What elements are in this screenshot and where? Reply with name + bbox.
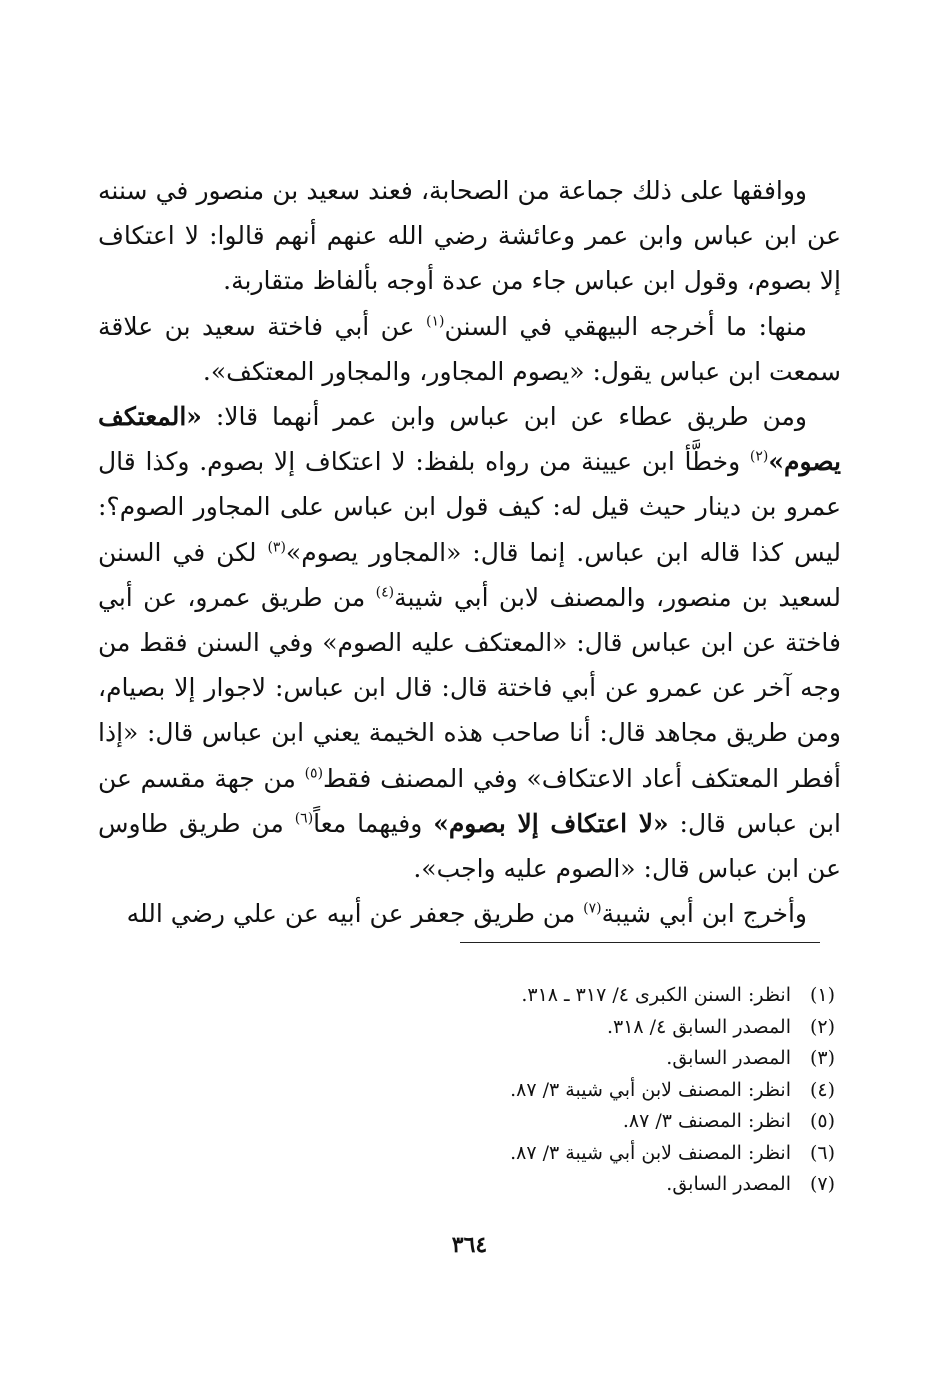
- main-text: [98, 168, 841, 936]
- text-segment: وخطَّأ ابن عيينة من رواه بلفظ: لا اعتكاف إلا بصوم. وكذا قال عمرو بن دينار حيث قيل له: كيف قول ابن عباس على المجاور الصوم؟: ليس كذا قاله ابن عباس. إنما قال: «المجاور يصوم»: [98, 447, 841, 567]
- paragraph-2: [98, 304, 841, 394]
- text-segment: من طريق طاوس عن ابن عباس قال: «الصوم عليه واجب».: [98, 808, 841, 884]
- paragraph-1: [98, 168, 841, 304]
- bold-quote: «المعتكف يصوم»: [98, 402, 841, 477]
- text-segment: وأخرج ابن أبي شيبة: [601, 899, 807, 929]
- text-segment: لكن في السنن لسعيد بن منصور، والمصنف لابن أبي شيبة: [98, 537, 841, 612]
- bold-quote: «لا اعتكاف إلا بصوم»: [433, 808, 669, 838]
- text-segment: من طريق عمرو، عن أبي فاختة عن ابن عباس قال: «المعتكف عليه الصوم» وفي السنن فقط من وجه آخر عن عمرو عن أبي فاختة قال: قال ابن عباس: لاجوار إلا بصيام، ومن طريق مجاهد قال: أنا صاحب هذه الخيمة يعني ابن عباس قال: «إذا أفطر المعتكف أعاد الاعتكاف» وفي المصنف فقط: [98, 582, 842, 793]
- footnote-number: (٦): [809, 1141, 835, 1164]
- text-segment: وفيهما معاً: [313, 808, 434, 838]
- footnote-ref-5: (٥): [304, 765, 324, 782]
- page-number: ٣٦٤: [451, 1232, 488, 1258]
- text-segment: عن أبي فاختة سعيد بن علاقة سمعت ابن عباس يقول: «يصوم المجاور، والمجاور المعتكف».: [98, 311, 841, 386]
- footnotes: [135, 980, 835, 1201]
- footnote-text: انظر: المصنف لابن أبي شيبة ٣/ ٨٧.: [510, 1078, 791, 1101]
- paragraph-3: [98, 394, 841, 891]
- footnote-ref-7: (٧): [583, 900, 602, 917]
- text-segment: من جهة مقسم عن ابن عباس قال:: [98, 763, 841, 838]
- footnote-item: [135, 980, 835, 1012]
- footnote-number: (٥): [809, 1110, 835, 1132]
- footnote-ref-6: (٦): [294, 810, 314, 827]
- footnote-item: [135, 1138, 835, 1170]
- footnote-text: المصدر السابق ٤/ ٣١٨.: [606, 1015, 791, 1038]
- footnote-item: [135, 1075, 835, 1107]
- footnote-item: [135, 1169, 835, 1201]
- footnote-text: انظر: المصنف لابن أبي شيبة ٣/ ٨٧.: [510, 1141, 791, 1164]
- footnote-ref-3: (٣): [267, 539, 286, 556]
- footnote-text: انظر: المصنف ٣/ ٨٧.: [622, 1110, 791, 1132]
- paragraph-4: [98, 891, 841, 936]
- footnote-text: المصدر السابق.: [666, 1173, 791, 1195]
- text-segment: من طريق جعفر عن أبيه عن علي رضي الله: [126, 899, 584, 929]
- footnote-item: [135, 1043, 835, 1075]
- footnote-number: (١): [809, 984, 835, 1006]
- footnote-number: (٧): [809, 1173, 835, 1195]
- footnote-number: (٤): [809, 1078, 835, 1101]
- text-segment: ومن طريق عطاء عن ابن عباس وابن عمر أنهما قالا:: [201, 402, 807, 432]
- footnote-ref-4: (٤): [375, 584, 395, 601]
- footnote-ref-2: (٢): [749, 448, 769, 465]
- footnote-item: [135, 1012, 835, 1044]
- text-segment: ووافقها على ذلك جماعة من الصحابة، فعند سعيد بن منصور في سننه عن ابن عباس وابن عمر وعائشة رضي الله عنهم أنهم قالوا: لا اعتكاف إلا بصوم، وقول ابن عباس جاء من عدة أوجه بألفاظ متقاربة.: [98, 176, 841, 296]
- footnote-separator: [460, 942, 820, 943]
- footnote-number: (٣): [809, 1047, 835, 1069]
- footnote-ref-1: (١): [426, 313, 445, 330]
- footnote-text: انظر: السنن الكبرى ٤/ ٣١٧ ـ ٣١٨.: [521, 984, 791, 1006]
- text-segment: منها: ما أخرجه البيهقي في السنن: [444, 311, 807, 341]
- footnote-item: [135, 1106, 835, 1138]
- footnote-text: المصدر السابق.: [666, 1047, 791, 1069]
- footnote-number: (٢): [809, 1015, 835, 1038]
